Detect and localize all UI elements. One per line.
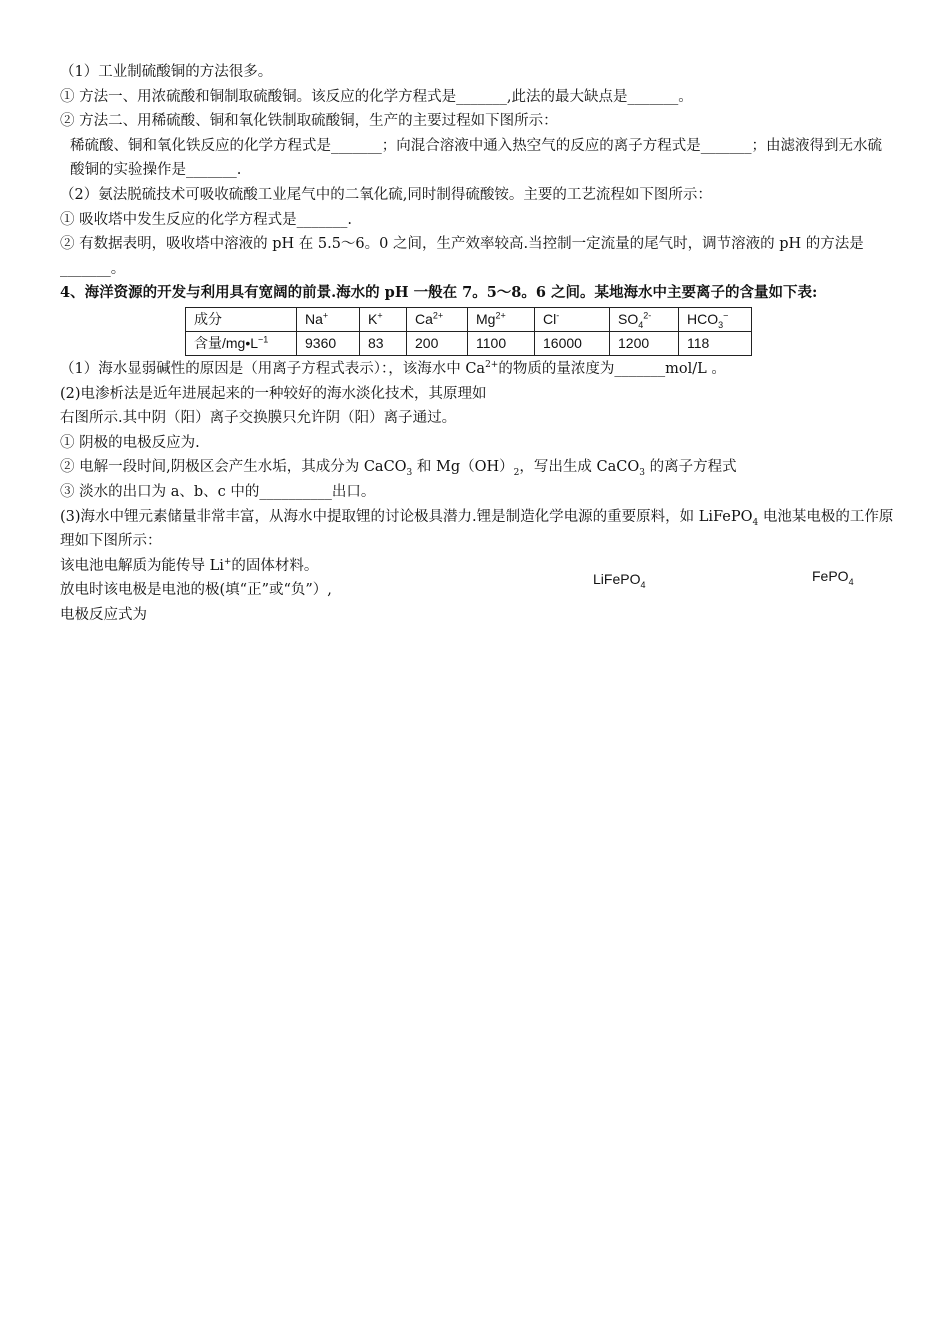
value-cell: 1200 — [610, 331, 679, 355]
value-cell: 83 — [360, 331, 407, 355]
value-cell: 1100 — [468, 331, 535, 355]
part1-intro: （1）工业制硫酸铜的方法很多。 — [60, 64, 273, 80]
value-cell: 200 — [407, 331, 468, 355]
q4-sub2-q2: ② 电解一段时间,阴极区会产生水垢，其成分为 CaCO$_3$ 和 $Mg(OH)_2$，写出生成 CaCO$_3$ 的离子方程式 — [60, 459, 737, 479]
q4-sub2-line2: 右图所示.其中阴（阳）离子交换膜只允许阴（阳）离子通过。 — [60, 410, 457, 427]
part2-q2: ② 有数据表明，吸收塔中溶液的 pH 在 5.5～6。0 之间，生产效率较高.当控制一定流量的尾气时，调节溶液的 pH 的方法是_______。 — [60, 236, 864, 277]
ion-cell: K+ — [360, 307, 407, 331]
value-cell: 16000 — [535, 331, 610, 355]
seawater-ion-table — [185, 307, 752, 356]
q4-sub2-q1: ① 阴极的电极反应为. — [60, 434, 200, 451]
table-value-row — [186, 331, 752, 355]
q4-sub3-line2: 该电池电解质为能传导 Li+的固体材料。 — [60, 556, 319, 574]
q4-sub3-line4: 电极反应式为 — [60, 606, 147, 623]
table-header-row — [186, 307, 752, 331]
q4-sub1: （1）海水显弱碱性的原因是（用离子方程式表示）：，该海水中 $Ca^{2+}$的物质的量浓度为_______mol/L 。 — [60, 360, 726, 377]
value-cell: 9360 — [297, 331, 360, 355]
q4-sub3-intro: (3)海水中锂元素储量非常丰富，从海水中提取锂的讨论极具潜力.锂是制造化学电源的重要原料，如 LiFePO$_4$ 电池某电极的工作原理如下图所示： — [60, 508, 894, 550]
table-header-label: 成分 — [186, 307, 297, 331]
part1-method2-question: 稀硫酸、铜和氧化铁反应的化学方程式是_______；向混合溶液中通入热空气的反应的离子方程式是_______；由滤液得到无水硫酸铜的实验操作是_______. — [70, 137, 882, 179]
q4-sub2-line1: (2)电渗析法是近年进展起来的一种较好的海水淡化技术，其原理如 — [60, 385, 487, 402]
part1-method2: ② 方法二、用稀硫酸、铜和氧化铁制取硫酸铜，生产的主要过程如下图所示： — [60, 113, 558, 130]
value-cell: 118 — [679, 331, 752, 355]
q4-sub2-q3: ③ 淡水的出口为 a、b、c 中的__________出口。 — [60, 483, 376, 500]
table-row-label: 含量$/mg•L^{-1}$ — [186, 331, 297, 355]
part1-method1: ① 方法一、用浓硫酸和铜制取硫酸铜。该反应的化学方程式是_______,此法的最大缺点是_______。 — [60, 88, 693, 105]
question4-title: 4、海洋资源的开发与利用具有宽阔的前景.海水的 pH 一般在 7。5～8。6 之间。某地海水中主要离子的含量如下表: — [60, 284, 818, 302]
figure-label-lifepo4: LiFePO$_4$ — [593, 571, 646, 590]
q4-sub3-line3: 放电时该电极是电池的极(填“正”或“负”）, — [60, 582, 332, 599]
ion-cell: Na+ — [297, 307, 360, 331]
ion-cell: $Mg^{2+}$ — [468, 307, 535, 331]
document-page — [60, 60, 895, 627]
ion-cell: $HCO_3^-$ — [679, 307, 752, 331]
part2-q1: ① 吸收塔中发生反应的化学方程式是_______. — [60, 211, 352, 228]
figure-label-fepo4: FePO$_4$ — [812, 568, 854, 587]
part2-intro: （2）氨法脱硫技术可吸收硫酸工业尾气中的二氧化硫,同时制得硫酸铵。主要的工艺流程如下图所示： — [60, 186, 712, 203]
ion-cell: $SO_4^{2-}$ — [610, 307, 679, 331]
ion-cell: Cl- — [535, 307, 610, 331]
ion-cell: $Ca^{2+}$ — [407, 307, 468, 331]
